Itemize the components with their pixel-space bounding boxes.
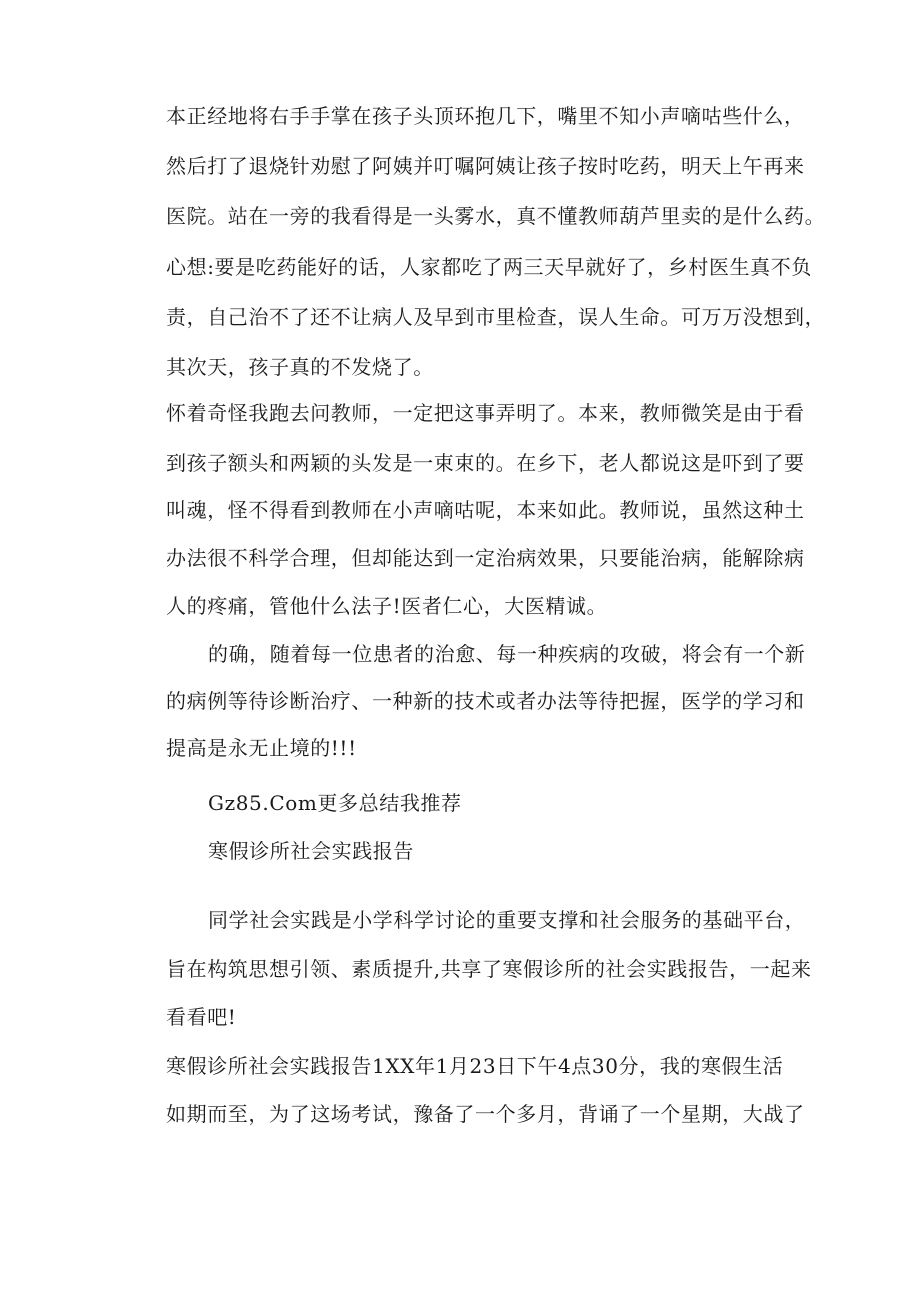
text-line: 其次天，孩子真的不发烧了。 [166, 355, 434, 379]
recommend-link: Gz85.Com更多总结我推荐 [208, 791, 462, 815]
text-line: 的确，随着每一位患者的治愈、每一种疾病的攻破，将会有一个新 [208, 642, 806, 666]
text-line: 如期而至，为了这场考试，豫备了一个多月，背诵了一个星期，大战了 [166, 1102, 805, 1126]
text-line: 同学社会实践是小学科学讨论的重要支撑和社会服务的基础平台， [208, 908, 806, 932]
text-line: 办法很不科学合理，但却能达到一定治病效果，只要能治病，能解除病 [166, 546, 805, 570]
text-line: 怀着奇怪我跑去问教师，一定把这事弄明了。本来，教师微笑是由于看 [166, 401, 805, 425]
text-line: 本正经地将右手手掌在孩子头顶环抱几下，嘴里不知小声嘀咕些什么， [166, 104, 805, 128]
text-line: 叫魂，怪不得看到教师在小声嘀咕呢，本来如此。教师说，虽然这种土 [166, 498, 805, 522]
text-line: 看看吧! [166, 1005, 237, 1029]
text-line: 提高是永无止境的!!! [166, 736, 357, 760]
text-line: 心想:要是吃药能好的话，人家都吃了两三天早就好了，乡村医生真不负 [166, 255, 812, 279]
text-line: 寒假诊所社会实践报告1XX年1月23日下午4点30分，我的寒假生活 [166, 1054, 784, 1078]
text-line: 人的疼痛，管他什么法子!医者仁心，大医精诚。 [166, 594, 608, 618]
text-line: 然后打了退烧针劝慰了阿姨并叮嘱阿姨让孩子按时吃药，明天上午再来 [166, 154, 805, 178]
text-line: 的病例等待诊断治疗、一种新的技术或者办法等待把握，医学的学习和 [166, 689, 805, 713]
text-line: 旨在构筑思想引领、素质提升,共享了寒假诊所的社会实践报告，一起来 [166, 957, 812, 981]
text-line: 到孩子额头和两颖的头发是一束束的。在乡下，老人都说这是吓到了要 [166, 451, 805, 475]
text-line: 医院。站在一旁的我看得是一头雾水，真不懂教师葫芦里卖的是什么药。 [166, 204, 826, 228]
section-title: 寒假诊所社会实践报告 [208, 839, 414, 863]
text-line: 责，自己治不了还不让病人及早到市里检查，误人生命。可万万没想到， [166, 305, 826, 329]
